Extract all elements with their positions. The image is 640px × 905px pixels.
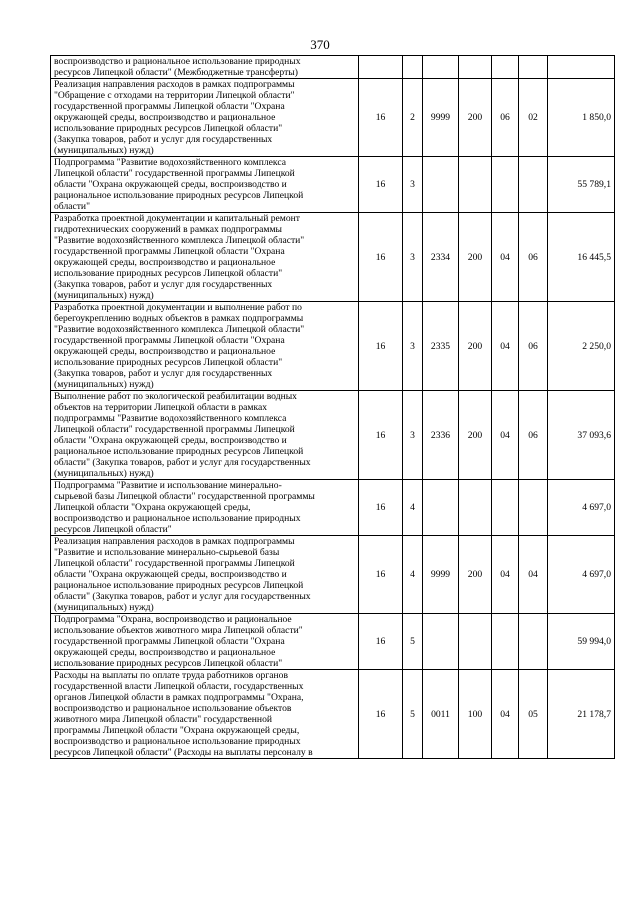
subsection-code	[519, 157, 548, 213]
table-body	[51, 56, 615, 759]
description-line: использование природных ресурсов Липецкой области"	[54, 268, 283, 279]
description-line: использование природных ресурсов Липецкой области"	[54, 123, 283, 134]
amount-value: 21 178,7	[548, 670, 615, 759]
description-line: государственной программы Липецкой области "Охрана	[54, 335, 285, 346]
description-line: окружающей среды, воспроизводство и рациональное	[54, 647, 276, 658]
description-line: Липецкой области "Охрана окружающей среды,	[54, 502, 251, 513]
section-code: 06	[492, 79, 519, 157]
row-description	[51, 79, 359, 157]
expense-type-code: 200	[459, 302, 492, 391]
description-line: Липецкой области" государственной программы Липецкой	[54, 558, 295, 569]
subsection-code: 04	[519, 536, 548, 614]
description-line: ресурсов Липецкой области"	[54, 524, 172, 535]
description-line: "Развитие водохозяйственного комплекса Липецкой области"	[54, 235, 305, 246]
table-row	[51, 670, 615, 759]
amount-value: 4 697,0	[548, 480, 615, 536]
description-line: гидротехнических сооружений в рамках подпрограммы	[54, 224, 282, 235]
amount-value: 1 850,0	[548, 79, 615, 157]
subsection-code	[519, 614, 548, 670]
subsection-code	[519, 480, 548, 536]
amount-value: 55 789,1	[548, 157, 615, 213]
description-line: государственной программы Липецкой области "Охрана	[54, 636, 285, 647]
direction-code	[423, 56, 459, 79]
description-line: области"	[54, 201, 90, 212]
description-line: животного мира Липецкой области" государственной	[54, 714, 272, 725]
description-line: Выполнение работ по экологической реабилитации водных	[54, 391, 297, 402]
subprogram-code: 4	[403, 536, 423, 614]
section-code: 04	[492, 302, 519, 391]
section-code: 04	[492, 391, 519, 480]
description-line: Разработка проектной документации и капитальный ремонт	[54, 213, 300, 224]
description-line: воспроизводство и рациональное использование природных	[54, 56, 301, 67]
description-line: окружающей среды, воспроизводство и рациональное	[54, 112, 276, 123]
description-line: Реализация направления расходов в рамках подпрограммы	[54, 79, 295, 90]
description-line: (Закупка товаров, работ и услуг для государственных	[54, 368, 273, 379]
direction-code: 9999	[423, 536, 459, 614]
subsection-code: 06	[519, 302, 548, 391]
table-row	[51, 536, 615, 614]
description-line: (муниципальных) нужд)	[54, 379, 154, 390]
expense-type-code: 200	[459, 79, 492, 157]
row-description	[51, 391, 359, 480]
description-line: Разработка проектной документации и выполнение работ по	[54, 302, 302, 313]
section-code	[492, 56, 519, 79]
direction-code: 0011	[423, 670, 459, 759]
description-line: (Закупка товаров, работ и услуг для государственных	[54, 279, 273, 290]
description-line: использование объектов животного мира Липецкой области"	[54, 625, 303, 636]
description-line: (Закупка товаров, работ и услуг для государственных	[54, 134, 273, 145]
subsection-code: 06	[519, 213, 548, 302]
description-line: рациональное использование природных ресурсов Липецкой	[54, 190, 304, 201]
subprogram-code: 5	[403, 670, 423, 759]
description-line: Реализация направления расходов в рамках подпрограммы	[54, 536, 295, 547]
ministry-code: 16	[359, 302, 403, 391]
section-code	[492, 614, 519, 670]
row-description	[51, 213, 359, 302]
description-line: (муниципальных) нужд)	[54, 145, 154, 156]
description-line: (муниципальных) нужд)	[54, 468, 154, 479]
page-number: 370	[310, 37, 330, 52]
description-line: Липецкой области" государственной программы Липецкой	[54, 168, 295, 179]
subprogram-code: 3	[403, 302, 423, 391]
description-line: "Обращение с отходами на территории Липецкой области"	[54, 90, 295, 101]
subsection-code	[519, 56, 548, 79]
description-line: Подпрограмма "Охрана, воспроизводство и рациональное	[54, 614, 292, 625]
description-line: использование природных ресурсов Липецкой области"	[54, 357, 283, 368]
description-line: области "Охрана окружающей среды, воспроизводство и	[54, 179, 287, 190]
subsection-code: 02	[519, 79, 548, 157]
amount-value: 16 445,5	[548, 213, 615, 302]
description-line: государственной власти Липецкой области, государственных	[54, 681, 304, 692]
subprogram-code	[403, 56, 423, 79]
table-row	[51, 480, 615, 536]
section-code: 04	[492, 536, 519, 614]
ministry-code: 16	[359, 670, 403, 759]
direction-code: 2335	[423, 302, 459, 391]
subprogram-code: 2	[403, 79, 423, 157]
description-line: (муниципальных) нужд)	[54, 602, 154, 613]
description-line: берегоукреплению водных объектов в рамках подпрограммы	[54, 313, 304, 324]
subprogram-code: 3	[403, 391, 423, 480]
table-row	[51, 56, 615, 79]
row-description	[51, 157, 359, 213]
row-description	[51, 536, 359, 614]
expense-type-code	[459, 480, 492, 536]
subprogram-code: 5	[403, 614, 423, 670]
expense-type-code	[459, 614, 492, 670]
section-code: 04	[492, 213, 519, 302]
ministry-code: 16	[359, 391, 403, 480]
amount-value: 4 697,0	[548, 536, 615, 614]
description-line: органов Липецкой области в рамках подпрограммы "Охрана,	[54, 692, 304, 703]
section-code	[492, 157, 519, 213]
table-row	[51, 213, 615, 302]
table-row	[51, 157, 615, 213]
description-line: воспроизводство и рациональное использование объектов	[54, 703, 292, 714]
direction-code	[423, 614, 459, 670]
subsection-code: 06	[519, 391, 548, 480]
description-line: ресурсов Липецкой области" (Расходы на выплаты персоналу в	[54, 747, 313, 758]
section-code: 04	[492, 670, 519, 759]
table-row	[51, 614, 615, 670]
ministry-code: 16	[359, 614, 403, 670]
row-description	[51, 480, 359, 536]
table-row	[51, 302, 615, 391]
amount-value: 37 093,6	[548, 391, 615, 480]
table-row	[51, 79, 615, 157]
description-line: рациональное использование природных ресурсов Липецкой	[54, 446, 304, 457]
row-description	[51, 302, 359, 391]
expense-type-code	[459, 56, 492, 79]
direction-code	[423, 157, 459, 213]
description-line: государственной программы Липецкой области "Охрана	[54, 101, 285, 112]
row-description	[51, 56, 359, 79]
ministry-code: 16	[359, 79, 403, 157]
description-line: Подпрограмма "Развитие и использование минерально-	[54, 480, 282, 491]
ministry-code	[359, 56, 403, 79]
description-line: сырьевой базы Липецкой области" государственной программы	[54, 491, 315, 502]
description-line: "Развитие водохозяйственного комплекса Липецкой области"	[54, 324, 305, 335]
description-line: Расходы на выплаты по оплате труда работников органов	[54, 670, 288, 681]
amount-value: 2 250,0	[548, 302, 615, 391]
direction-code	[423, 480, 459, 536]
description-line: (муниципальных) нужд)	[54, 290, 154, 301]
description-line: государственной программы Липецкой области "Охрана	[54, 246, 285, 257]
description-line: воспроизводство и рациональное использование природных	[54, 513, 301, 524]
description-line: Липецкой области" государственной программы Липецкой	[54, 424, 295, 435]
description-line: области "Охрана окружающей среды, воспроизводство и	[54, 569, 287, 580]
description-line: области" (Закупка товаров, работ и услуг для государственных	[54, 591, 311, 602]
expense-type-code: 200	[459, 536, 492, 614]
expense-type-code: 200	[459, 391, 492, 480]
description-line: воспроизводство и рациональное использование природных	[54, 736, 301, 747]
description-line: использование природных ресурсов Липецкой области"	[54, 658, 283, 669]
expense-type-code: 100	[459, 670, 492, 759]
row-description	[51, 614, 359, 670]
description-line: области "Охрана окружающей среды, воспроизводство и	[54, 435, 287, 446]
expense-type-code: 200	[459, 213, 492, 302]
description-line: окружающей среды, воспроизводство и рациональное	[54, 257, 276, 268]
direction-code: 2334	[423, 213, 459, 302]
description-line: рациональное использование природных ресурсов Липецкой	[54, 580, 304, 591]
subprogram-code: 3	[403, 213, 423, 302]
ministry-code: 16	[359, 213, 403, 302]
description-line: области" (Закупка товаров, работ и услуг для государственных	[54, 457, 311, 468]
subsection-code: 05	[519, 670, 548, 759]
ministry-code: 16	[359, 157, 403, 213]
description-line: Подпрограмма "Развитие водохозяйственного комплекса	[54, 157, 286, 168]
section-code	[492, 480, 519, 536]
description-line: подпрограммы "Развитие водохозяйственного комплекса	[54, 413, 287, 424]
description-line: программы Липецкой области "Охрана окружающей среды,	[54, 725, 300, 736]
amount-value: 59 994,0	[548, 614, 615, 670]
ministry-code: 16	[359, 536, 403, 614]
table-row	[51, 391, 615, 480]
subprogram-code: 4	[403, 480, 423, 536]
description-line: "Развитие и использование минерально-сырьевой базы	[54, 547, 280, 558]
budget-table	[50, 55, 615, 759]
description-line: ресурсов Липецкой области" (Межбюджетные трансферты)	[54, 67, 298, 78]
direction-code: 2336	[423, 391, 459, 480]
amount-value	[548, 56, 615, 79]
description-line: объектов на территории Липецкой области в рамках	[54, 402, 268, 413]
description-line: окружающей среды, воспроизводство и рациональное	[54, 346, 276, 357]
direction-code: 9999	[423, 79, 459, 157]
row-description	[51, 670, 359, 759]
subprogram-code: 3	[403, 157, 423, 213]
expense-type-code	[459, 157, 492, 213]
ministry-code: 16	[359, 480, 403, 536]
